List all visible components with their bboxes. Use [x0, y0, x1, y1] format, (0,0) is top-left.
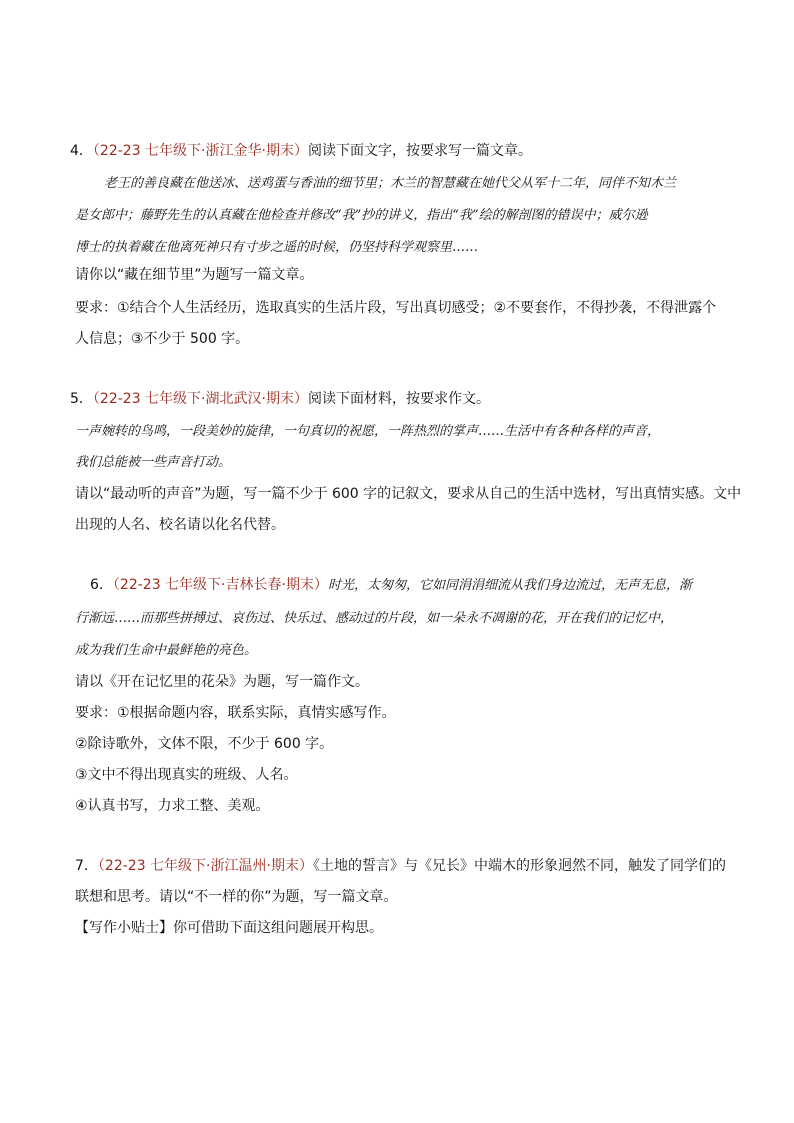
- q5-instruction: 阅读下面材料，按要求作文。: [307, 391, 490, 407]
- q6-number: 6．: [90, 577, 113, 593]
- q5-header: [70, 391, 490, 407]
- q7-text-line-1: 《土地的誓言》与《兄长》中端木的形象迥然不同，触发了同学们的: [312, 858, 726, 874]
- q4-prompt: 请你以“藏在细节里”为题写一篇文章。: [75, 267, 314, 283]
- q5-source: （22-23 七年级下·湖北武汉·期末）: [92, 391, 308, 407]
- q4-requirements-line-2: 人信息；③不少于 500 字。: [75, 331, 250, 347]
- q6-passage-line-2: 行渐远……而那些拼搏过、哀伤过、快乐过、感动过的片段，如一朵永不凋谢的花，开在我们的记忆中，: [75, 611, 674, 626]
- q6-passage-line-1: 时光，太匆匆，它如同涓涓细流从我们身边流过，无声无息，渐: [327, 578, 692, 593]
- q4-passage-line-3: 博士的执着藏在他离死神只有寸步之遥的时候，仍坚持科学观察里……: [75, 240, 479, 255]
- q4-passage-line-2: 是女郎中；藤野先生的认真藏在他检查并修改“我”抄的讲义，指出“我”绘的解剖图的错误中；威尔逊: [75, 208, 648, 223]
- q4-passage-line-1: 老王的善良藏在他送冰、送鸡蛋与香油的细节里；木兰的智慧藏在她代父从军十二年，同伴不知木兰: [104, 176, 677, 191]
- q4-number: 4．: [70, 143, 93, 159]
- q6-source: （22-23 七年级下·吉林长春·期末）: [112, 577, 328, 593]
- q4-requirements-line-1: 要求：①结合个人生活经历，选取真实的生活片段，写出真切感受；②不要套作，不得抄袭，不得泄露个: [75, 300, 717, 316]
- q4-instruction: 阅读下面文字，按要求写一篇文章。: [307, 143, 532, 159]
- q7-source: （22-23 七年级下·浙江温州·期末）: [97, 858, 313, 874]
- q6-requirement-1: 要求：①根据命题内容，联系实际，真情实感写作。: [75, 705, 396, 721]
- q5-passage-line-2: 我们总能被一些声音打动。: [75, 455, 232, 470]
- q5-number: 5．: [70, 391, 93, 407]
- q7-number: 7．: [75, 858, 98, 874]
- q6-requirement-4: ④认真书写，力求工整、美观。: [75, 798, 270, 814]
- q7-header: [75, 858, 726, 874]
- q5-prompt-line-2: 出现的人名、校名请以化名代替。: [75, 517, 285, 533]
- q6-passage-line-3: 成为我们生命中最鲜艳的亮色。: [75, 643, 258, 658]
- q6-requirement-3: ③文中不得出现真实的班级、人名。: [75, 767, 298, 783]
- q4-source: （22-23 七年级下·浙江金华·期末）: [92, 143, 308, 159]
- q7-tip: 【写作小贴士】你可借助下面这组问题展开构思。: [75, 920, 383, 936]
- q4-header: [70, 143, 532, 159]
- q6-requirement-2: ②除诗歌外，文体不限，不少于 600 字。: [75, 736, 334, 752]
- q6-header: [90, 577, 692, 594]
- q5-passage-line-1: 一声婉转的鸟鸣，一段美妙的旋律，一句真切的祝愿，一阵热烈的掌声……生活中有各种各样的声音，: [75, 424, 661, 439]
- q7-text-line-2: 联想和思考。请以“不一样的你”为题，写一篇文章。: [75, 889, 398, 905]
- q6-prompt: 请以《开在记忆里的花朵》为题，写一篇作文。: [75, 674, 369, 690]
- q5-prompt-line-1: 请以“最动听的声音”为题，写一篇不少于 600 字的记叙文，要求从自己的生活中选材，写出真情实感。文中: [75, 486, 742, 502]
